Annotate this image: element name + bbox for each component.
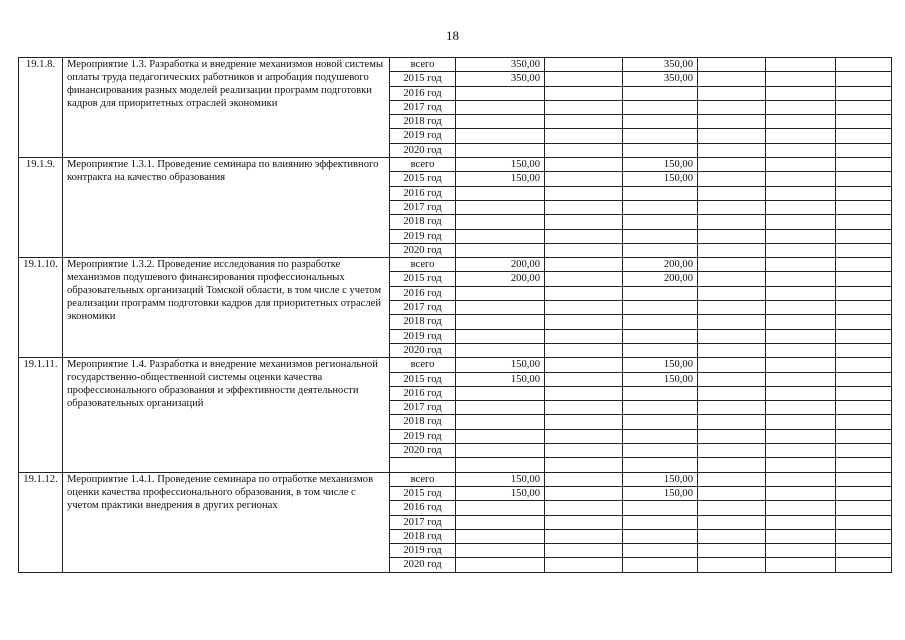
col4-value xyxy=(698,515,766,529)
col2-value xyxy=(545,86,623,100)
col2-value xyxy=(545,358,623,372)
total-value xyxy=(456,129,545,143)
col3-value: 150,00 xyxy=(623,358,698,372)
col2-value xyxy=(545,158,623,172)
col6-value xyxy=(836,415,892,429)
period-label: 2016 год xyxy=(390,501,456,515)
col3-value xyxy=(623,286,698,300)
col2-value xyxy=(545,372,623,386)
period-label: всего xyxy=(390,58,456,72)
col2-value xyxy=(545,172,623,186)
period-label: 2015 год xyxy=(390,486,456,500)
total-value xyxy=(456,386,545,400)
total-value xyxy=(456,529,545,543)
period-label: 2016 год xyxy=(390,186,456,200)
period-label: 2018 год xyxy=(390,315,456,329)
col6-value xyxy=(836,444,892,458)
col5-value xyxy=(766,529,836,543)
activity-code: 19.1.8. xyxy=(19,58,63,158)
col4-value xyxy=(698,301,766,315)
period-label: 2020 год xyxy=(390,444,456,458)
col5-value xyxy=(766,172,836,186)
col4-value xyxy=(698,401,766,415)
col6-value xyxy=(836,515,892,529)
col5-value xyxy=(766,100,836,114)
col3-value: 150,00 xyxy=(623,372,698,386)
col3-value xyxy=(623,243,698,257)
col3-value: 150,00 xyxy=(623,472,698,486)
col2-value xyxy=(545,401,623,415)
col4-value xyxy=(698,229,766,243)
col5-value xyxy=(766,501,836,515)
col3-value xyxy=(623,200,698,214)
period-label: 2015 год xyxy=(390,372,456,386)
col2-value xyxy=(545,229,623,243)
table-row xyxy=(19,58,892,72)
col4-value xyxy=(698,358,766,372)
activity-description: Мероприятие 1.3. Разработка и внедрение механизмов новой системы оплаты труда педагогических работников и апробация подушевого финансирования разных моделей реализации программ подготовки кадров для приоритетных отраслей экономики xyxy=(63,58,390,158)
period-label: 2018 год xyxy=(390,215,456,229)
col4-value xyxy=(698,100,766,114)
col3-value xyxy=(623,444,698,458)
col5-value xyxy=(766,258,836,272)
total-value xyxy=(456,343,545,357)
col6-value xyxy=(836,172,892,186)
col6-value xyxy=(836,243,892,257)
col2-value xyxy=(545,429,623,443)
period-label: 2019 год xyxy=(390,429,456,443)
period-label: 2016 год xyxy=(390,286,456,300)
col6-value xyxy=(836,315,892,329)
col6-value xyxy=(836,272,892,286)
col6-value xyxy=(836,472,892,486)
col6-value xyxy=(836,343,892,357)
period-label: 2017 год xyxy=(390,301,456,315)
col4-value xyxy=(698,243,766,257)
col2-value xyxy=(545,215,623,229)
total-value xyxy=(456,186,545,200)
col3-value: 350,00 xyxy=(623,72,698,86)
total-value xyxy=(456,86,545,100)
table-row xyxy=(19,472,892,486)
col6-value xyxy=(836,358,892,372)
col3-value: 350,00 xyxy=(623,58,698,72)
total-value: 150,00 xyxy=(456,358,545,372)
col2-value xyxy=(545,315,623,329)
col4-value xyxy=(698,372,766,386)
col5-value xyxy=(766,429,836,443)
total-value xyxy=(456,415,545,429)
col6-value xyxy=(836,329,892,343)
total-value xyxy=(456,229,545,243)
col2-value xyxy=(545,186,623,200)
period-label: 2020 год xyxy=(390,558,456,572)
col5-value xyxy=(766,401,836,415)
table-row xyxy=(19,358,892,372)
col6-value xyxy=(836,72,892,86)
col4-value xyxy=(698,472,766,486)
period-label: 2019 год xyxy=(390,129,456,143)
col6-value xyxy=(836,58,892,72)
col3-value xyxy=(623,415,698,429)
col4-value xyxy=(698,315,766,329)
col5-value xyxy=(766,515,836,529)
col5-value xyxy=(766,415,836,429)
col3-value xyxy=(623,386,698,400)
col3-value xyxy=(623,343,698,357)
table-row xyxy=(19,158,892,172)
period-label: 2020 год xyxy=(390,343,456,357)
col4-value xyxy=(698,72,766,86)
col3-value xyxy=(623,329,698,343)
col4-value xyxy=(698,458,766,472)
period-label: 2020 год xyxy=(390,143,456,157)
col3-value xyxy=(623,544,698,558)
total-value xyxy=(456,501,545,515)
activity-description: Мероприятие 1.4.1. Проведение семинара по отработке механизмов оценки качества профессионального образования, в том числе с учетом практики внедрения в других регионах xyxy=(63,472,390,572)
total-value xyxy=(456,401,545,415)
col4-value xyxy=(698,215,766,229)
total-value xyxy=(456,429,545,443)
period-label: 2018 год xyxy=(390,415,456,429)
total-value xyxy=(456,515,545,529)
col5-value xyxy=(766,129,836,143)
col3-value: 150,00 xyxy=(623,486,698,500)
col6-value xyxy=(836,401,892,415)
col5-value xyxy=(766,544,836,558)
col5-value xyxy=(766,215,836,229)
col6-value xyxy=(836,229,892,243)
col6-value xyxy=(836,458,892,472)
col3-value xyxy=(623,215,698,229)
col5-value xyxy=(766,301,836,315)
total-value xyxy=(456,558,545,572)
total-value: 150,00 xyxy=(456,486,545,500)
period-label: 2019 год xyxy=(390,544,456,558)
col3-value xyxy=(623,515,698,529)
col2-value xyxy=(545,72,623,86)
total-value xyxy=(456,329,545,343)
col6-value xyxy=(836,429,892,443)
total-value xyxy=(456,301,545,315)
col6-value xyxy=(836,486,892,500)
total-value: 350,00 xyxy=(456,58,545,72)
col4-value xyxy=(698,258,766,272)
col5-value xyxy=(766,158,836,172)
col4-value xyxy=(698,172,766,186)
total-value xyxy=(456,458,545,472)
col5-value xyxy=(766,143,836,157)
col5-value xyxy=(766,229,836,243)
col2-value xyxy=(545,200,623,214)
col5-value xyxy=(766,558,836,572)
col3-value xyxy=(623,529,698,543)
period-label xyxy=(390,458,456,472)
activity-description: Мероприятие 1.3.1. Проведение семинара по влиянию эффективного контракта на качество образования xyxy=(63,158,390,258)
period-label: 2018 год xyxy=(390,115,456,129)
total-value: 350,00 xyxy=(456,72,545,86)
activity-description: Мероприятие 1.4. Разработка и внедрение механизмов региональной государственно-общественной системы оценки качества профессионального образования и эффективности деятельности образовательных организаций xyxy=(63,358,390,472)
col4-value xyxy=(698,158,766,172)
col5-value xyxy=(766,72,836,86)
col2-value xyxy=(545,143,623,157)
period-label: всего xyxy=(390,358,456,372)
col4-value xyxy=(698,129,766,143)
col3-value: 150,00 xyxy=(623,172,698,186)
col6-value xyxy=(836,100,892,114)
period-label: 2018 год xyxy=(390,529,456,543)
activity-code: 19.1.9. xyxy=(19,158,63,258)
col3-value xyxy=(623,501,698,515)
activity-description: Мероприятие 1.3.2. Проведение исследования по разработке механизмов подушевого финансирования профессиональных образовательных организаций Томской области, в том числе с учетом реализации программ подготовки кадров для приоритетных отраслей экономики xyxy=(63,258,390,358)
period-label: 2015 год xyxy=(390,72,456,86)
col6-value xyxy=(836,386,892,400)
col2-value xyxy=(545,301,623,315)
period-label: всего xyxy=(390,472,456,486)
col5-value xyxy=(766,486,836,500)
col2-value xyxy=(545,486,623,500)
col4-value xyxy=(698,558,766,572)
col4-value xyxy=(698,329,766,343)
col6-value xyxy=(836,143,892,157)
col4-value xyxy=(698,186,766,200)
col6-value xyxy=(836,258,892,272)
col5-value xyxy=(766,329,836,343)
total-value xyxy=(456,215,545,229)
col4-value xyxy=(698,86,766,100)
col4-value xyxy=(698,529,766,543)
col5-value xyxy=(766,358,836,372)
col4-value xyxy=(698,486,766,500)
col5-value xyxy=(766,286,836,300)
col2-value xyxy=(545,129,623,143)
total-value: 150,00 xyxy=(456,372,545,386)
col4-value xyxy=(698,143,766,157)
col3-value: 200,00 xyxy=(623,272,698,286)
col4-value xyxy=(698,444,766,458)
col2-value xyxy=(545,515,623,529)
col6-value xyxy=(836,301,892,315)
col5-value xyxy=(766,243,836,257)
total-value: 200,00 xyxy=(456,258,545,272)
total-value xyxy=(456,100,545,114)
total-value: 150,00 xyxy=(456,172,545,186)
total-value: 150,00 xyxy=(456,472,545,486)
col5-value xyxy=(766,386,836,400)
col2-value xyxy=(545,458,623,472)
col5-value xyxy=(766,186,836,200)
table-body xyxy=(19,58,892,573)
col3-value xyxy=(623,401,698,415)
col2-value xyxy=(545,501,623,515)
col2-value xyxy=(545,58,623,72)
col5-value xyxy=(766,200,836,214)
total-value xyxy=(456,243,545,257)
period-label: 2015 год xyxy=(390,172,456,186)
col3-value xyxy=(623,86,698,100)
col6-value xyxy=(836,86,892,100)
col2-value xyxy=(545,272,623,286)
page-number: 18 xyxy=(446,28,459,43)
period-label: всего xyxy=(390,258,456,272)
col6-value xyxy=(836,501,892,515)
col2-value xyxy=(545,444,623,458)
col3-value xyxy=(623,429,698,443)
col5-value xyxy=(766,372,836,386)
col6-value xyxy=(836,558,892,572)
col4-value xyxy=(698,429,766,443)
col3-value xyxy=(623,229,698,243)
col5-value xyxy=(766,444,836,458)
col6-value xyxy=(836,544,892,558)
col5-value xyxy=(766,458,836,472)
col6-value xyxy=(836,286,892,300)
period-label: 2017 год xyxy=(390,515,456,529)
period-label: 2017 год xyxy=(390,200,456,214)
period-label: 2017 год xyxy=(390,401,456,415)
total-value xyxy=(456,115,545,129)
col2-value xyxy=(545,329,623,343)
col3-value xyxy=(623,129,698,143)
col6-value xyxy=(836,529,892,543)
col4-value xyxy=(698,501,766,515)
col2-value xyxy=(545,343,623,357)
col4-value xyxy=(698,544,766,558)
col4-value xyxy=(698,286,766,300)
col2-value xyxy=(545,100,623,114)
col3-value xyxy=(623,558,698,572)
col5-value xyxy=(766,86,836,100)
col3-value: 150,00 xyxy=(623,158,698,172)
period-label: 2016 год xyxy=(390,386,456,400)
col5-value xyxy=(766,343,836,357)
col5-value xyxy=(766,472,836,486)
col6-value xyxy=(836,372,892,386)
period-label: 2015 год xyxy=(390,272,456,286)
col4-value xyxy=(698,58,766,72)
col2-value xyxy=(545,386,623,400)
col2-value xyxy=(545,258,623,272)
col4-value xyxy=(698,386,766,400)
col2-value xyxy=(545,544,623,558)
total-value: 200,00 xyxy=(456,272,545,286)
total-value xyxy=(456,286,545,300)
total-value xyxy=(456,143,545,157)
col6-value xyxy=(836,215,892,229)
col5-value xyxy=(766,315,836,329)
col4-value xyxy=(698,415,766,429)
col6-value xyxy=(836,158,892,172)
col4-value xyxy=(698,272,766,286)
col2-value xyxy=(545,472,623,486)
col4-value xyxy=(698,115,766,129)
activity-code: 19.1.12. xyxy=(19,472,63,572)
col2-value xyxy=(545,243,623,257)
col2-value xyxy=(545,558,623,572)
col4-value xyxy=(698,343,766,357)
col3-value xyxy=(623,143,698,157)
col2-value xyxy=(545,529,623,543)
period-label: 2016 год xyxy=(390,86,456,100)
activities-table xyxy=(18,57,892,573)
period-label: 2017 год xyxy=(390,100,456,114)
total-value xyxy=(456,444,545,458)
col3-value xyxy=(623,100,698,114)
col5-value xyxy=(766,115,836,129)
period-label: 2019 год xyxy=(390,329,456,343)
col6-value xyxy=(836,186,892,200)
col3-value: 200,00 xyxy=(623,258,698,272)
period-label: 2020 год xyxy=(390,243,456,257)
col2-value xyxy=(545,115,623,129)
activity-code: 19.1.10. xyxy=(19,258,63,358)
col6-value xyxy=(836,200,892,214)
total-value xyxy=(456,544,545,558)
table-row xyxy=(19,258,892,272)
col5-value xyxy=(766,58,836,72)
col2-value xyxy=(545,286,623,300)
period-label: 2019 год xyxy=(390,229,456,243)
col3-value xyxy=(623,301,698,315)
col6-value xyxy=(836,129,892,143)
col4-value xyxy=(698,200,766,214)
total-value xyxy=(456,315,545,329)
activity-code: 19.1.11. xyxy=(19,358,63,472)
total-value: 150,00 xyxy=(456,158,545,172)
col5-value xyxy=(766,272,836,286)
period-label: всего xyxy=(390,158,456,172)
col2-value xyxy=(545,415,623,429)
col3-value xyxy=(623,115,698,129)
col6-value xyxy=(836,115,892,129)
col3-value xyxy=(623,315,698,329)
col3-value xyxy=(623,186,698,200)
col3-value xyxy=(623,458,698,472)
total-value xyxy=(456,200,545,214)
